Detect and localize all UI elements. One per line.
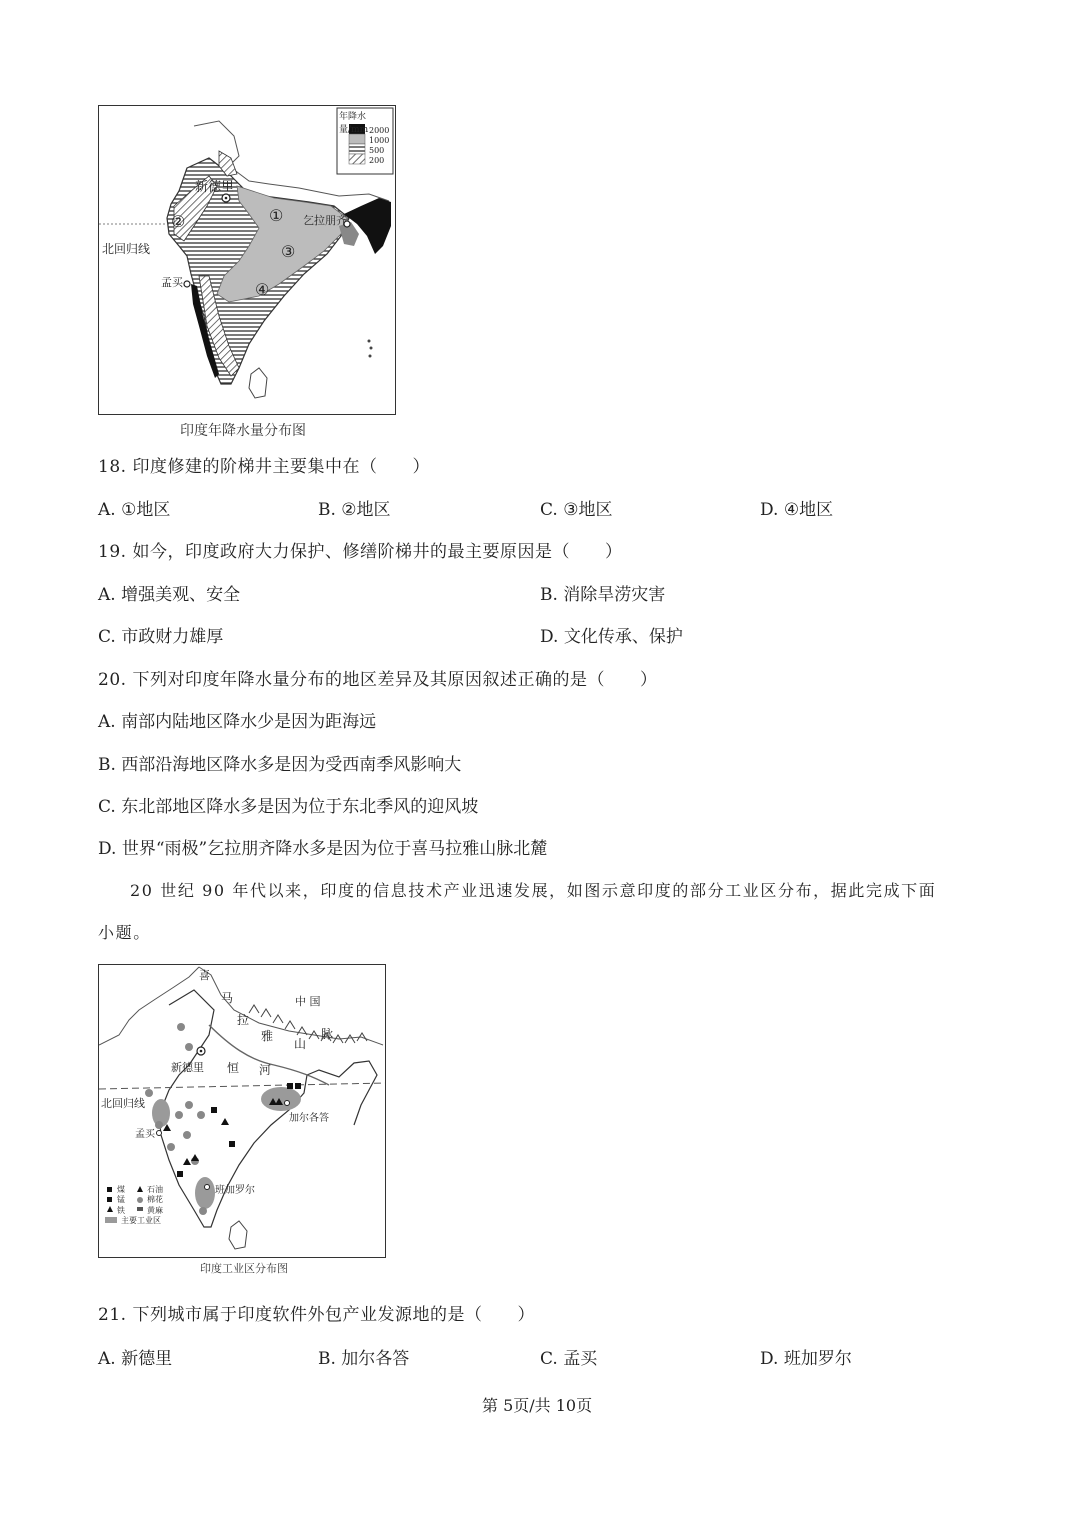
legend-iron: 铁 [117,1206,125,1215]
industry-map-graphic [99,965,385,1257]
question-18: 18. 印度修建的阶梯井主要集中在（ ） [98,457,430,477]
q20-option-c[interactable]: C. 东北部地区降水多是因为位于东北季风的迎风坡 [98,797,479,817]
legend-value-200: 200 [369,156,385,165]
label-mumbai-2: 孟买 [135,1129,155,1140]
label-new-delhi: 新德里 [195,180,235,195]
label-tropic: 北回归线 [102,242,151,256]
map1-caption: 印度年降水量分布图 [180,423,306,439]
label-xi: 喜 [199,969,210,982]
legend-industrial-zone: 主要工业区 [121,1216,161,1225]
label-he: 河 [259,1063,272,1077]
label-ma: 马 [221,991,234,1005]
q18-option-a[interactable]: A. ①地区 [98,500,171,520]
q19-option-d[interactable]: D. 文化传承、保护 [540,627,683,647]
legend-value-2000: 2000 [369,126,390,135]
q20-option-a[interactable]: A. 南部内陆地区降水少是因为距海远 [98,712,377,732]
question-20: 20. 下列对印度年降水量分布的地区差异及其原因叙述正确的是（ ） [98,670,658,690]
label-shan: 山 [294,1037,307,1051]
legend-coal: 煤 [117,1185,125,1194]
label-heng: 恒 [227,1061,240,1075]
label-bangalore: 班加罗尔 [215,1185,255,1196]
region-1-marker: ① [269,206,284,225]
industry-map [98,964,386,1258]
region-2-marker: ② [171,212,186,231]
label-kolkata: 加尔各答 [289,1113,329,1124]
page-number: 第 5页/共 10页 [482,1396,593,1415]
region-3-marker: ③ [281,242,296,261]
q21-option-a[interactable]: A. 新德里 [98,1349,173,1369]
intro-line-1: 20 世纪 90 年代以来，印度的信息技术产业迅速发展，如图示意印度的部分工业区分布，据此完成下面 [130,881,937,900]
question-21: 21. 下列城市属于印度软件外包产业发源地的是（ ） [98,1305,535,1325]
label-tropic-2: 北回归线 [101,1097,145,1110]
legend-manganese: 锰 [117,1195,125,1204]
region-4-marker: ④ [255,280,270,299]
label-la: 拉 [237,1013,250,1027]
legend-cotton: 棉花 [147,1195,163,1204]
label-china: 中 国 [295,995,321,1008]
q18-option-b[interactable]: B. ②地区 [318,500,391,520]
rainfall-map [98,105,396,415]
intro-line-2: 小题。 [98,923,151,942]
q18-option-d[interactable]: D. ④地区 [760,500,834,520]
question-19: 19. 如今，印度政府大力保护、修缮阶梯井的最主要原因是（ ） [98,542,623,562]
q21-option-d[interactable]: D. 班加罗尔 [760,1349,852,1369]
q19-option-a[interactable]: A. 增强美观、安全 [98,585,241,605]
q21-option-c[interactable]: C. 孟买 [540,1349,598,1369]
q21-option-b[interactable]: B. 加尔各答 [318,1349,410,1369]
map2-caption: 印度工业区分布图 [200,1262,288,1275]
label-ya: 雅 [261,1029,274,1043]
q19-option-c[interactable]: C. 市政财力雄厚 [98,627,224,647]
rainfall-map-graphic [99,106,395,414]
q20-option-b[interactable]: B. 西部沿海地区降水多是因为受西南季风影响大 [98,755,462,775]
legend-jute: 黄麻 [147,1206,163,1215]
q19-option-b[interactable]: B. 消除旱涝灾害 [540,585,666,605]
legend-title: 年降水量/mm [339,112,369,135]
legend-oil: 石油 [147,1185,163,1194]
label-cherrapunji: 乞拉朋齐 [303,214,347,227]
q20-option-d[interactable]: D. 世界“雨极”乞拉朋齐降水多是因为位于喜马拉雅山脉北麓 [98,839,548,859]
q18-option-c[interactable]: C. ③地区 [540,500,613,520]
label-mumbai: 孟买 [161,276,183,289]
label-mai: 脉 [321,1027,334,1041]
label-new-delhi-2: 新德里 [171,1061,204,1074]
legend-value-500: 500 [369,146,385,155]
legend-value-1000: 1000 [369,136,390,145]
